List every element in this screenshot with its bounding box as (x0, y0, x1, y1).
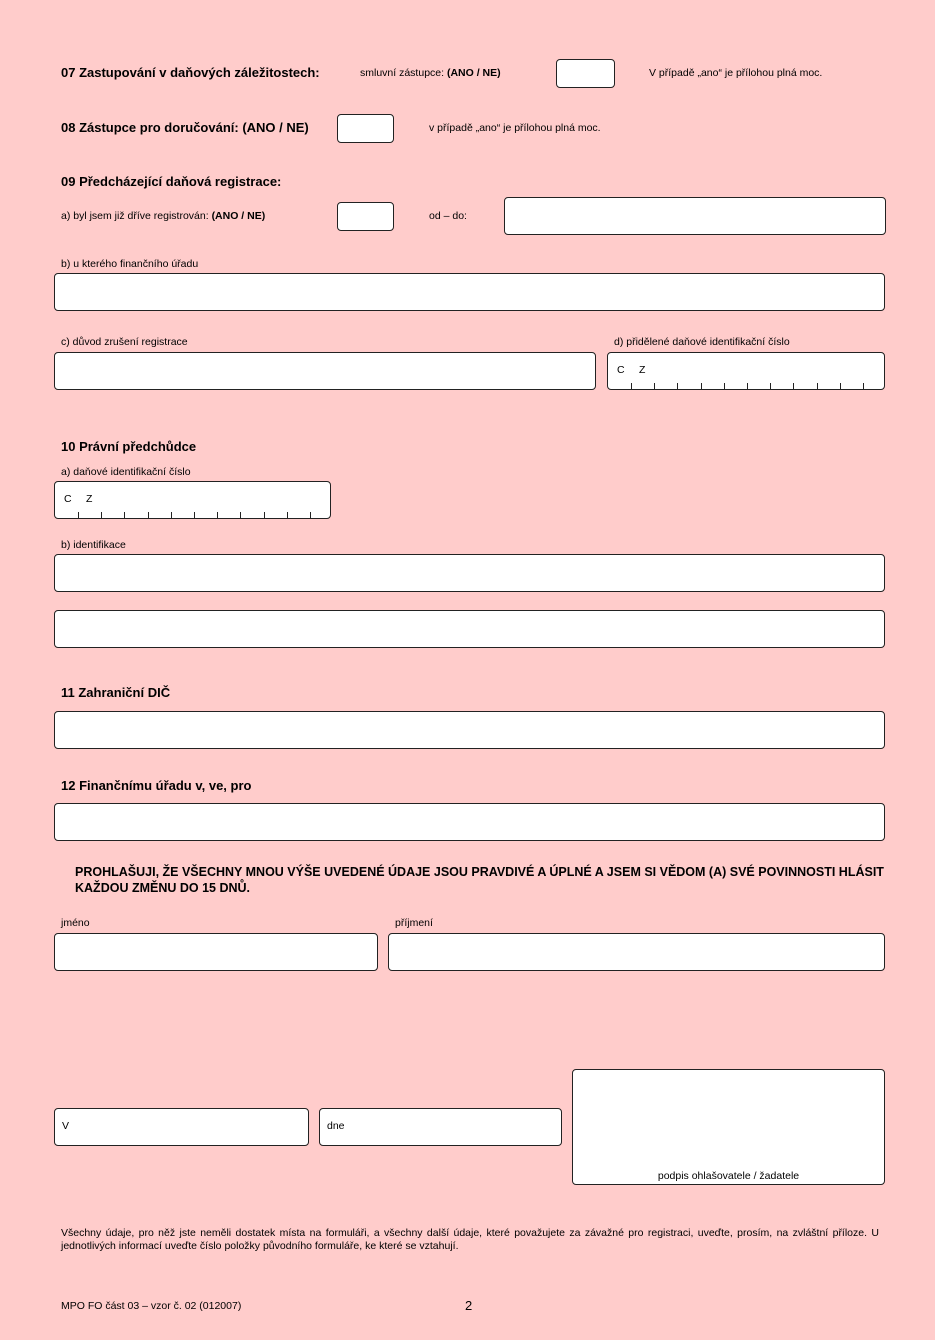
digit-tick (747, 383, 748, 389)
section-09b-label: b) u kterého finančního úřadu (61, 258, 199, 270)
date-field[interactable] (319, 1108, 562, 1146)
label-text: a) byl jsem již dříve registrován: (61, 210, 212, 222)
digit-tick-marks (55, 510, 330, 518)
section-10a-label: a) daňové identifikační číslo (61, 466, 191, 478)
digit-tick (793, 383, 794, 389)
section-10b-identification-field-2[interactable] (54, 610, 885, 648)
digit-tick (287, 512, 288, 518)
section-09c-label: c) důvod zrušení registrace (61, 336, 188, 348)
page-number: 2 (465, 1298, 473, 1313)
name-field[interactable] (54, 933, 378, 971)
section-09a-period-label: od – do: (429, 210, 467, 222)
digit-tick (101, 512, 102, 518)
digit-tick (124, 512, 125, 518)
digit-tick (817, 383, 818, 389)
place-field[interactable] (54, 1108, 309, 1146)
digit-tick (264, 512, 265, 518)
section-09d-tax-id-field[interactable] (607, 352, 885, 390)
digit-tick (631, 383, 632, 389)
section-08-title: 08 Zástupce pro doručování: (ANO / NE) (61, 120, 309, 135)
section-09a-period-field[interactable] (504, 197, 886, 235)
section-07-note: V případě „ano“ je přílohou plná moc. (649, 67, 823, 79)
surname-field[interactable] (388, 933, 885, 971)
signature-label: podpis ohlašovatele / žadatele (657, 1170, 800, 1182)
section-12-tax-office-field[interactable] (54, 803, 885, 841)
section-07-representative-label (360, 67, 501, 79)
digit-tick (78, 512, 79, 518)
place-label: V (62, 1120, 70, 1132)
digit-tick (654, 383, 655, 389)
digit-tick-marks (608, 381, 884, 389)
form-code: MPO FO část 03 – vzor č. 02 (012007) (61, 1300, 242, 1312)
digit-tick (148, 512, 149, 518)
name-label: jméno (61, 917, 90, 929)
section-09c-reason-field[interactable] (54, 352, 596, 390)
section-09a-label (61, 210, 265, 222)
section-11-title: 11 Zahraniční DIČ (61, 685, 171, 700)
digit-tick (217, 512, 218, 518)
section-10b-label: b) identifikace (61, 539, 126, 551)
digit-tick (240, 512, 241, 518)
digit-tick (677, 383, 678, 389)
section-08-yes-no-field[interactable] (337, 114, 394, 143)
declaration-text: PROHLAŠUJI, ŽE VŠECHNY MNOU VÝŠE UVEDENÉ ÚDAJE JSOU PRAVDIVÉ A ÚPLNÉ A JSEM SI VĚDOM (A) SVÉ POVINNOSTI HLÁSIT KAŽDOU ZMĚNU DO 15 DNŮ. (75, 865, 884, 895)
digit-tick (863, 383, 864, 389)
section-12-title: 12 Finančnímu úřadu v, ve, pro (61, 778, 252, 793)
digit-tick (770, 383, 771, 389)
country-letter-z: Z (639, 364, 646, 376)
digit-tick (194, 512, 195, 518)
country-letter-z: Z (86, 493, 93, 505)
country-letter-c: C (64, 493, 72, 505)
section-09a-yes-no-field[interactable] (337, 202, 394, 231)
digit-tick (171, 512, 172, 518)
section-10a-tax-id-field[interactable] (54, 481, 331, 519)
section-11-foreign-tax-id-field[interactable] (54, 711, 885, 749)
digit-tick (840, 383, 841, 389)
section-09d-label: d) přidělené daňové identifikační číslo (614, 336, 790, 348)
label-text: smluvní zástupce: (360, 67, 447, 79)
digit-tick (310, 512, 311, 518)
digit-tick (701, 383, 702, 389)
country-letter-c: C (617, 364, 625, 376)
surname-label: příjmení (395, 917, 433, 929)
section-08-note: v případě „ano“ je přílohou plná moc. (429, 122, 601, 134)
footnote: Všechny údaje, pro něž jste neměli dostatek místa na formuláři, a všechny další údaje, které považujete za závažné pro registraci, uveďte, prosím, na zvláštní příloze. U jednotlivých informací uveďte číslo položky původního formuláře, ke které se vztahují. (61, 1227, 879, 1252)
label-options: (ANO / NE) (446, 67, 501, 79)
signature-field[interactable] (572, 1069, 885, 1185)
section-07-title: 07 Zastupování v daňových záležitostech: (61, 65, 320, 80)
digit-tick (724, 383, 725, 389)
section-07-yes-no-field[interactable] (556, 59, 615, 88)
section-09b-tax-office-field[interactable] (54, 273, 885, 311)
date-label: dne (327, 1120, 345, 1132)
section-10b-identification-field-1[interactable] (54, 554, 885, 592)
label-options: (ANO / NE) (211, 210, 266, 222)
section-09-title: 09 Předcházející daňová registrace: (61, 174, 282, 189)
section-10-title: 10 Právní předchůdce (61, 439, 197, 454)
